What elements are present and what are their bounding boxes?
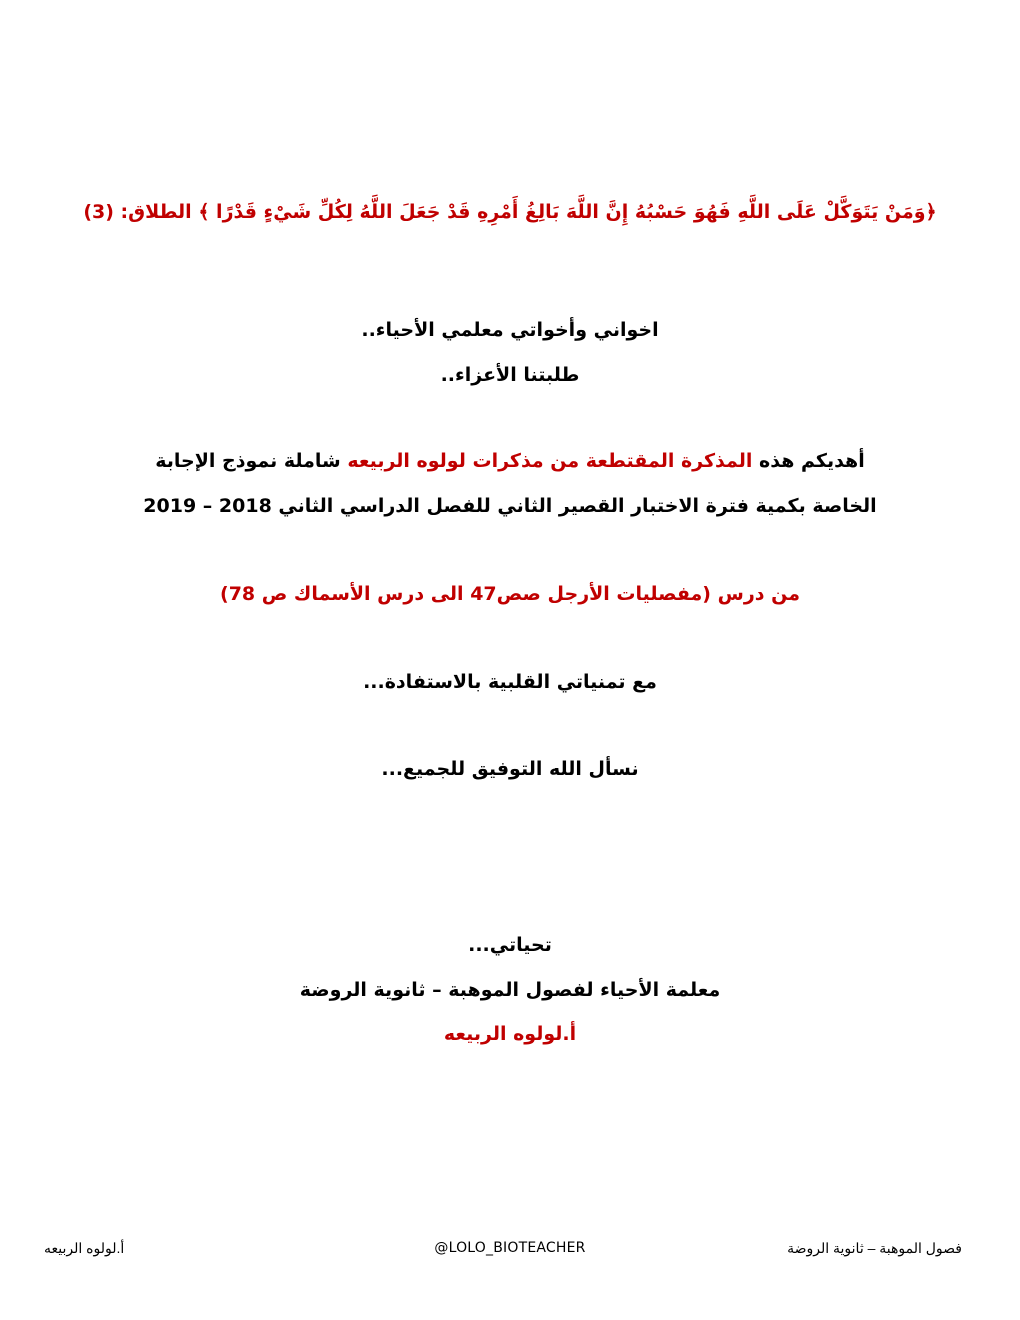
greeting-teachers: اخواني وأخواتي معلمي الأحياء.. [361, 319, 659, 341]
footer-handle: @LOLO_BIOTEACHER [434, 1240, 586, 1256]
footer-left-text: أ.لولوه الربيعه [44, 1240, 125, 1256]
intro-text-end: شاملة نموذج الإجابة [155, 450, 348, 472]
wishes-line: مع تمنياتي القلبية بالاستفادة... [363, 671, 657, 693]
lesson-range: من درس (مفصليات الأرجل صص47 الى درس الأسماك ص 78) [220, 583, 800, 605]
signature-greeting: تحياتي... [468, 934, 552, 956]
footer-right-text: فصول الموهبة – ثانوية الروضة [787, 1240, 962, 1256]
intro-text-start: أهديكم هذه [752, 450, 865, 472]
greeting-students: طلبتنا الأعزاء.. [440, 364, 580, 386]
signature-role: معلمة الأحياء لفصول الموهبة – ثانوية الروضة [299, 979, 721, 1001]
intro-line-1 [60, 447, 960, 475]
prayer-line: نسأل الله التوفيق للجميع... [381, 758, 639, 780]
intro-line-2: الخاصة بكمية فترة الاختبار القصير الثاني للفصل الدراسي الثاني 2018 – 2019 [143, 495, 877, 517]
signature-name: أ.لولوه الربيعه [443, 1023, 577, 1045]
quran-verse: ﴿وَمَنْ يَتَوَكَّلْ عَلَى اللَّهِ فَهُوَ حَسْبُهُ إِنَّ اللَّهَ بَالِغُ أَمْرِهِ قَدْ جَعَلَ اللَّهُ لِكُلِّ شَيْءٍ قَدْرًا ﴾ الطلاق: (3) [83, 201, 937, 223]
intro-memo-title: المذكرة المقتطعة من مذكرات لولوه الربيعه [347, 450, 753, 472]
